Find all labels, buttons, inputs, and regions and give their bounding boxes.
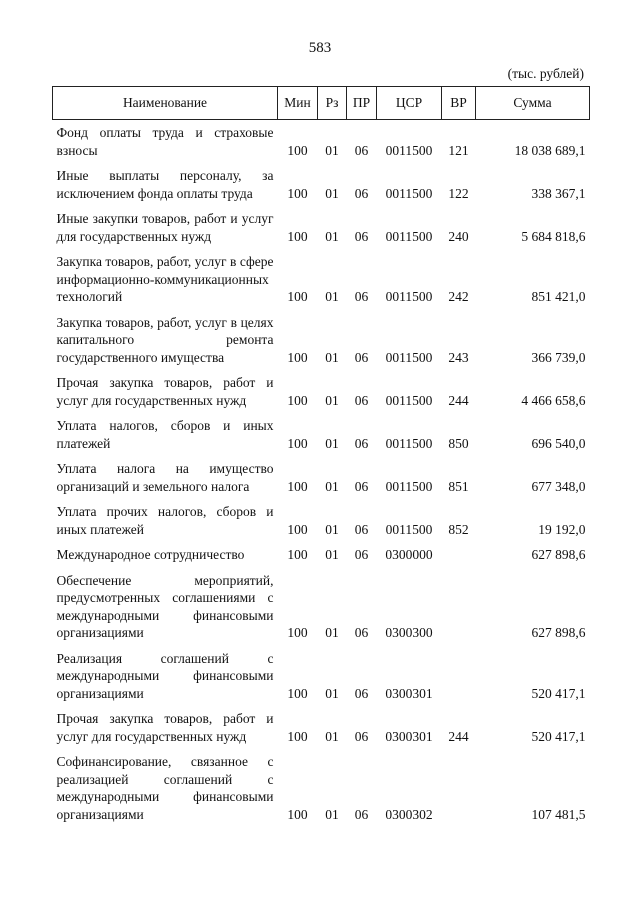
row-pr: 06 xyxy=(354,185,369,201)
row-vr: 851 xyxy=(448,478,469,494)
row-csr: 0011500 xyxy=(385,478,433,494)
row-rz: 01 xyxy=(325,185,339,201)
row-min: 100 xyxy=(287,728,308,744)
row-sum: 5 684 818,6 xyxy=(521,228,586,244)
row-sum: 520 417,1 xyxy=(531,685,586,701)
row-min: 100 xyxy=(287,392,308,408)
row-min: 100 xyxy=(287,547,308,562)
row-rz: 01 xyxy=(325,728,339,744)
row-sum: 338 367,1 xyxy=(531,185,586,201)
row-pr: 06 xyxy=(354,289,369,304)
row-vr xyxy=(442,542,476,568)
row-sum: 627 898,6 xyxy=(531,547,586,562)
row-name: Иные выплаты персоналу, за исключением фонда оплаты труда xyxy=(56,168,274,201)
row-name: Уплата прочих налогов, сборов и иных платежей xyxy=(56,504,274,537)
header-vr: ВР xyxy=(442,87,476,120)
table-row xyxy=(53,499,590,542)
row-csr: 0011500 xyxy=(385,349,433,365)
row-name: Прочая закупка товаров, работ и услуг для государственных нужд xyxy=(56,375,274,408)
units-label: (тыс. рублей) xyxy=(507,66,584,81)
header-name: Наименование xyxy=(53,87,278,120)
row-vr: 121 xyxy=(448,142,469,158)
row-csr: 0011500 xyxy=(385,228,433,244)
row-min: 100 xyxy=(287,521,308,537)
row-rz: 01 xyxy=(325,478,339,494)
row-vr: 244 xyxy=(448,728,469,744)
table-row xyxy=(53,646,590,707)
row-min: 100 xyxy=(287,625,308,640)
row-sum: 4 466 658,6 xyxy=(521,392,586,408)
row-pr: 06 xyxy=(354,547,369,562)
row-name: Обеспечение мероприятий, предусмотренных соглашениями с международными финансовыми организациями xyxy=(56,572,274,640)
row-sum: 696 540,0 xyxy=(531,435,586,451)
row-pr: 06 xyxy=(354,228,369,244)
row-vr: 850 xyxy=(448,435,469,451)
header-csr: ЦСР xyxy=(377,87,442,120)
header-min: Мин xyxy=(278,87,318,120)
row-sum: 851 421,0 xyxy=(531,289,586,304)
row-csr: 0011500 xyxy=(385,185,433,201)
row-csr: 0300300 xyxy=(385,625,433,640)
row-csr: 0011500 xyxy=(385,521,433,537)
row-pr: 06 xyxy=(354,521,369,537)
row-vr xyxy=(442,749,476,827)
row-rz: 01 xyxy=(325,349,339,365)
header-pr: ПР xyxy=(347,87,377,120)
table-row xyxy=(53,568,590,646)
row-name: Прочая закупка товаров, работ и услуг для государственных нужд xyxy=(56,711,274,744)
table-row xyxy=(53,206,590,249)
row-sum: 19 192,0 xyxy=(538,521,586,537)
row-csr: 0300000 xyxy=(385,547,433,562)
row-min: 100 xyxy=(287,142,308,158)
table-row xyxy=(53,370,590,413)
row-min: 100 xyxy=(287,228,308,244)
row-rz: 01 xyxy=(325,547,339,562)
row-csr: 0011500 xyxy=(385,435,433,451)
table-header-row xyxy=(53,87,590,120)
row-rz: 01 xyxy=(325,685,339,701)
row-rz: 01 xyxy=(325,392,339,408)
row-csr: 0300301 xyxy=(385,685,433,701)
row-min: 100 xyxy=(287,185,308,201)
row-csr: 0011500 xyxy=(385,142,433,158)
header-rz: Рз xyxy=(318,87,347,120)
table-row xyxy=(53,163,590,206)
row-vr: 242 xyxy=(448,289,469,304)
row-name: Закупка товаров, работ, услуг в целях капитального ремонта государственного имущества xyxy=(56,314,274,365)
table-row xyxy=(53,749,590,827)
row-vr: 240 xyxy=(448,228,469,244)
row-name: Софинансирование, связанное с реализацией соглашений с международными финансовыми организациями xyxy=(56,754,274,822)
row-pr: 06 xyxy=(354,728,369,744)
row-rz: 01 xyxy=(325,521,339,537)
row-min: 100 xyxy=(287,289,308,304)
table-row xyxy=(53,310,590,371)
row-pr: 06 xyxy=(354,806,369,822)
row-rz: 01 xyxy=(325,625,339,640)
row-pr: 06 xyxy=(354,435,369,451)
row-pr: 06 xyxy=(354,625,369,640)
row-pr: 06 xyxy=(354,349,369,365)
table-row xyxy=(53,413,590,456)
page-number: 583 xyxy=(308,40,332,56)
row-name: Международное сотрудничество xyxy=(56,547,245,562)
row-sum: 18 038 689,1 xyxy=(514,142,586,158)
row-rz: 01 xyxy=(325,806,339,822)
row-name: Фонд оплаты труда и страховые взносы xyxy=(56,125,274,158)
row-min: 100 xyxy=(287,349,308,365)
row-vr: 852 xyxy=(448,521,469,537)
row-sum: 366 739,0 xyxy=(531,349,586,365)
row-vr xyxy=(442,646,476,707)
row-name: Уплата налога на имущество организаций и земельного налога xyxy=(56,461,274,494)
row-pr: 06 xyxy=(354,685,369,701)
row-sum: 677 348,0 xyxy=(531,478,586,494)
table-row xyxy=(53,456,590,499)
row-pr: 06 xyxy=(354,392,369,408)
row-csr: 0300302 xyxy=(385,806,433,822)
row-min: 100 xyxy=(287,685,308,701)
row-rz: 01 xyxy=(325,435,339,451)
row-sum: 627 898,6 xyxy=(531,625,586,640)
row-min: 100 xyxy=(287,478,308,494)
table-row xyxy=(53,542,590,568)
row-min: 100 xyxy=(287,806,308,822)
row-name: Уплата налогов, сборов и иных платежей xyxy=(56,418,274,451)
budget-table xyxy=(52,86,590,827)
row-vr: 122 xyxy=(448,185,469,201)
table-row xyxy=(53,249,590,310)
row-name: Реализация соглашений с международными финансовыми организациями xyxy=(56,650,274,701)
table-row xyxy=(53,120,590,164)
row-vr xyxy=(442,568,476,646)
row-csr: 0011500 xyxy=(385,392,433,408)
row-rz: 01 xyxy=(325,142,339,158)
row-min: 100 xyxy=(287,435,308,451)
table-row xyxy=(53,706,590,749)
header-sum: Сумма xyxy=(476,87,590,120)
row-name: Закупка товаров, работ, услуг в сфере информационно-коммуникационных технологий xyxy=(56,254,274,304)
row-vr: 244 xyxy=(448,392,469,408)
row-rz: 01 xyxy=(325,228,339,244)
row-name: Иные закупки товаров, работ и услуг для государственных нужд xyxy=(56,211,274,244)
row-pr: 06 xyxy=(354,478,369,494)
row-sum: 107 481,5 xyxy=(531,806,586,822)
row-rz: 01 xyxy=(325,289,339,304)
row-csr: 0300301 xyxy=(385,728,433,744)
row-sum: 520 417,1 xyxy=(531,728,586,744)
row-pr: 06 xyxy=(354,142,369,158)
row-csr: 0011500 xyxy=(385,289,433,304)
row-vr: 243 xyxy=(448,349,469,365)
